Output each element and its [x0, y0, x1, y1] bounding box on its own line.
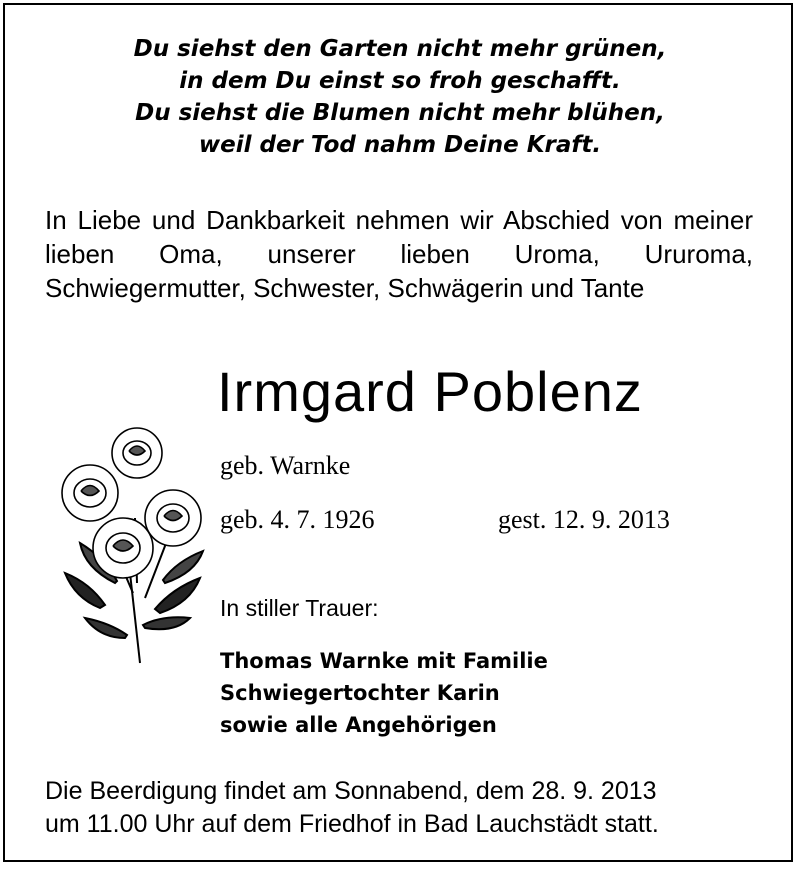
mourner-entry: sowie alle Angehörigen	[220, 713, 497, 737]
death-date: gest. 12. 9. 2013	[498, 505, 670, 534]
funeral-line: um 11.00 Uhr auf dem Friedhof in Bad Lauchstädt statt.	[45, 810, 659, 838]
mourners-list	[220, 645, 548, 741]
funeral-line: Die Beerdigung findet am Sonnabend, dem 28. 9. 2013	[45, 777, 657, 805]
roses-illustration-icon	[45, 423, 215, 668]
mourner-entry: Schwiegertochter Karin	[220, 681, 500, 705]
maiden-name: geb. Warnke	[220, 451, 351, 480]
poem-line: in dem Du einst so froh geschafft.	[179, 68, 621, 94]
mourner-entry: Thomas Warnke mit Familie	[220, 649, 548, 673]
poem-line: weil der Tod nahm Deine Kraft.	[198, 132, 602, 158]
poem-line: Du siehst die Blumen nicht mehr blühen,	[135, 100, 665, 126]
funeral-notice	[45, 775, 765, 841]
poem	[5, 33, 795, 161]
deceased-name: Irmgard Poblenz	[217, 360, 643, 423]
birth-date: geb. 4. 7. 1926	[220, 505, 375, 534]
mourning-label: In stiller Trauer:	[220, 595, 379, 621]
obituary-frame	[3, 3, 793, 862]
intro-text: In Liebe und Dankbarkeit nehmen wir Abschied von meiner lieben Oma, unserer lieben Uroma, Ururoma, Schwiegermutter, Schwester, Schwägerin und Tante	[45, 205, 753, 303]
poem-line: Du siehst den Garten nicht mehr grünen,	[133, 36, 667, 62]
